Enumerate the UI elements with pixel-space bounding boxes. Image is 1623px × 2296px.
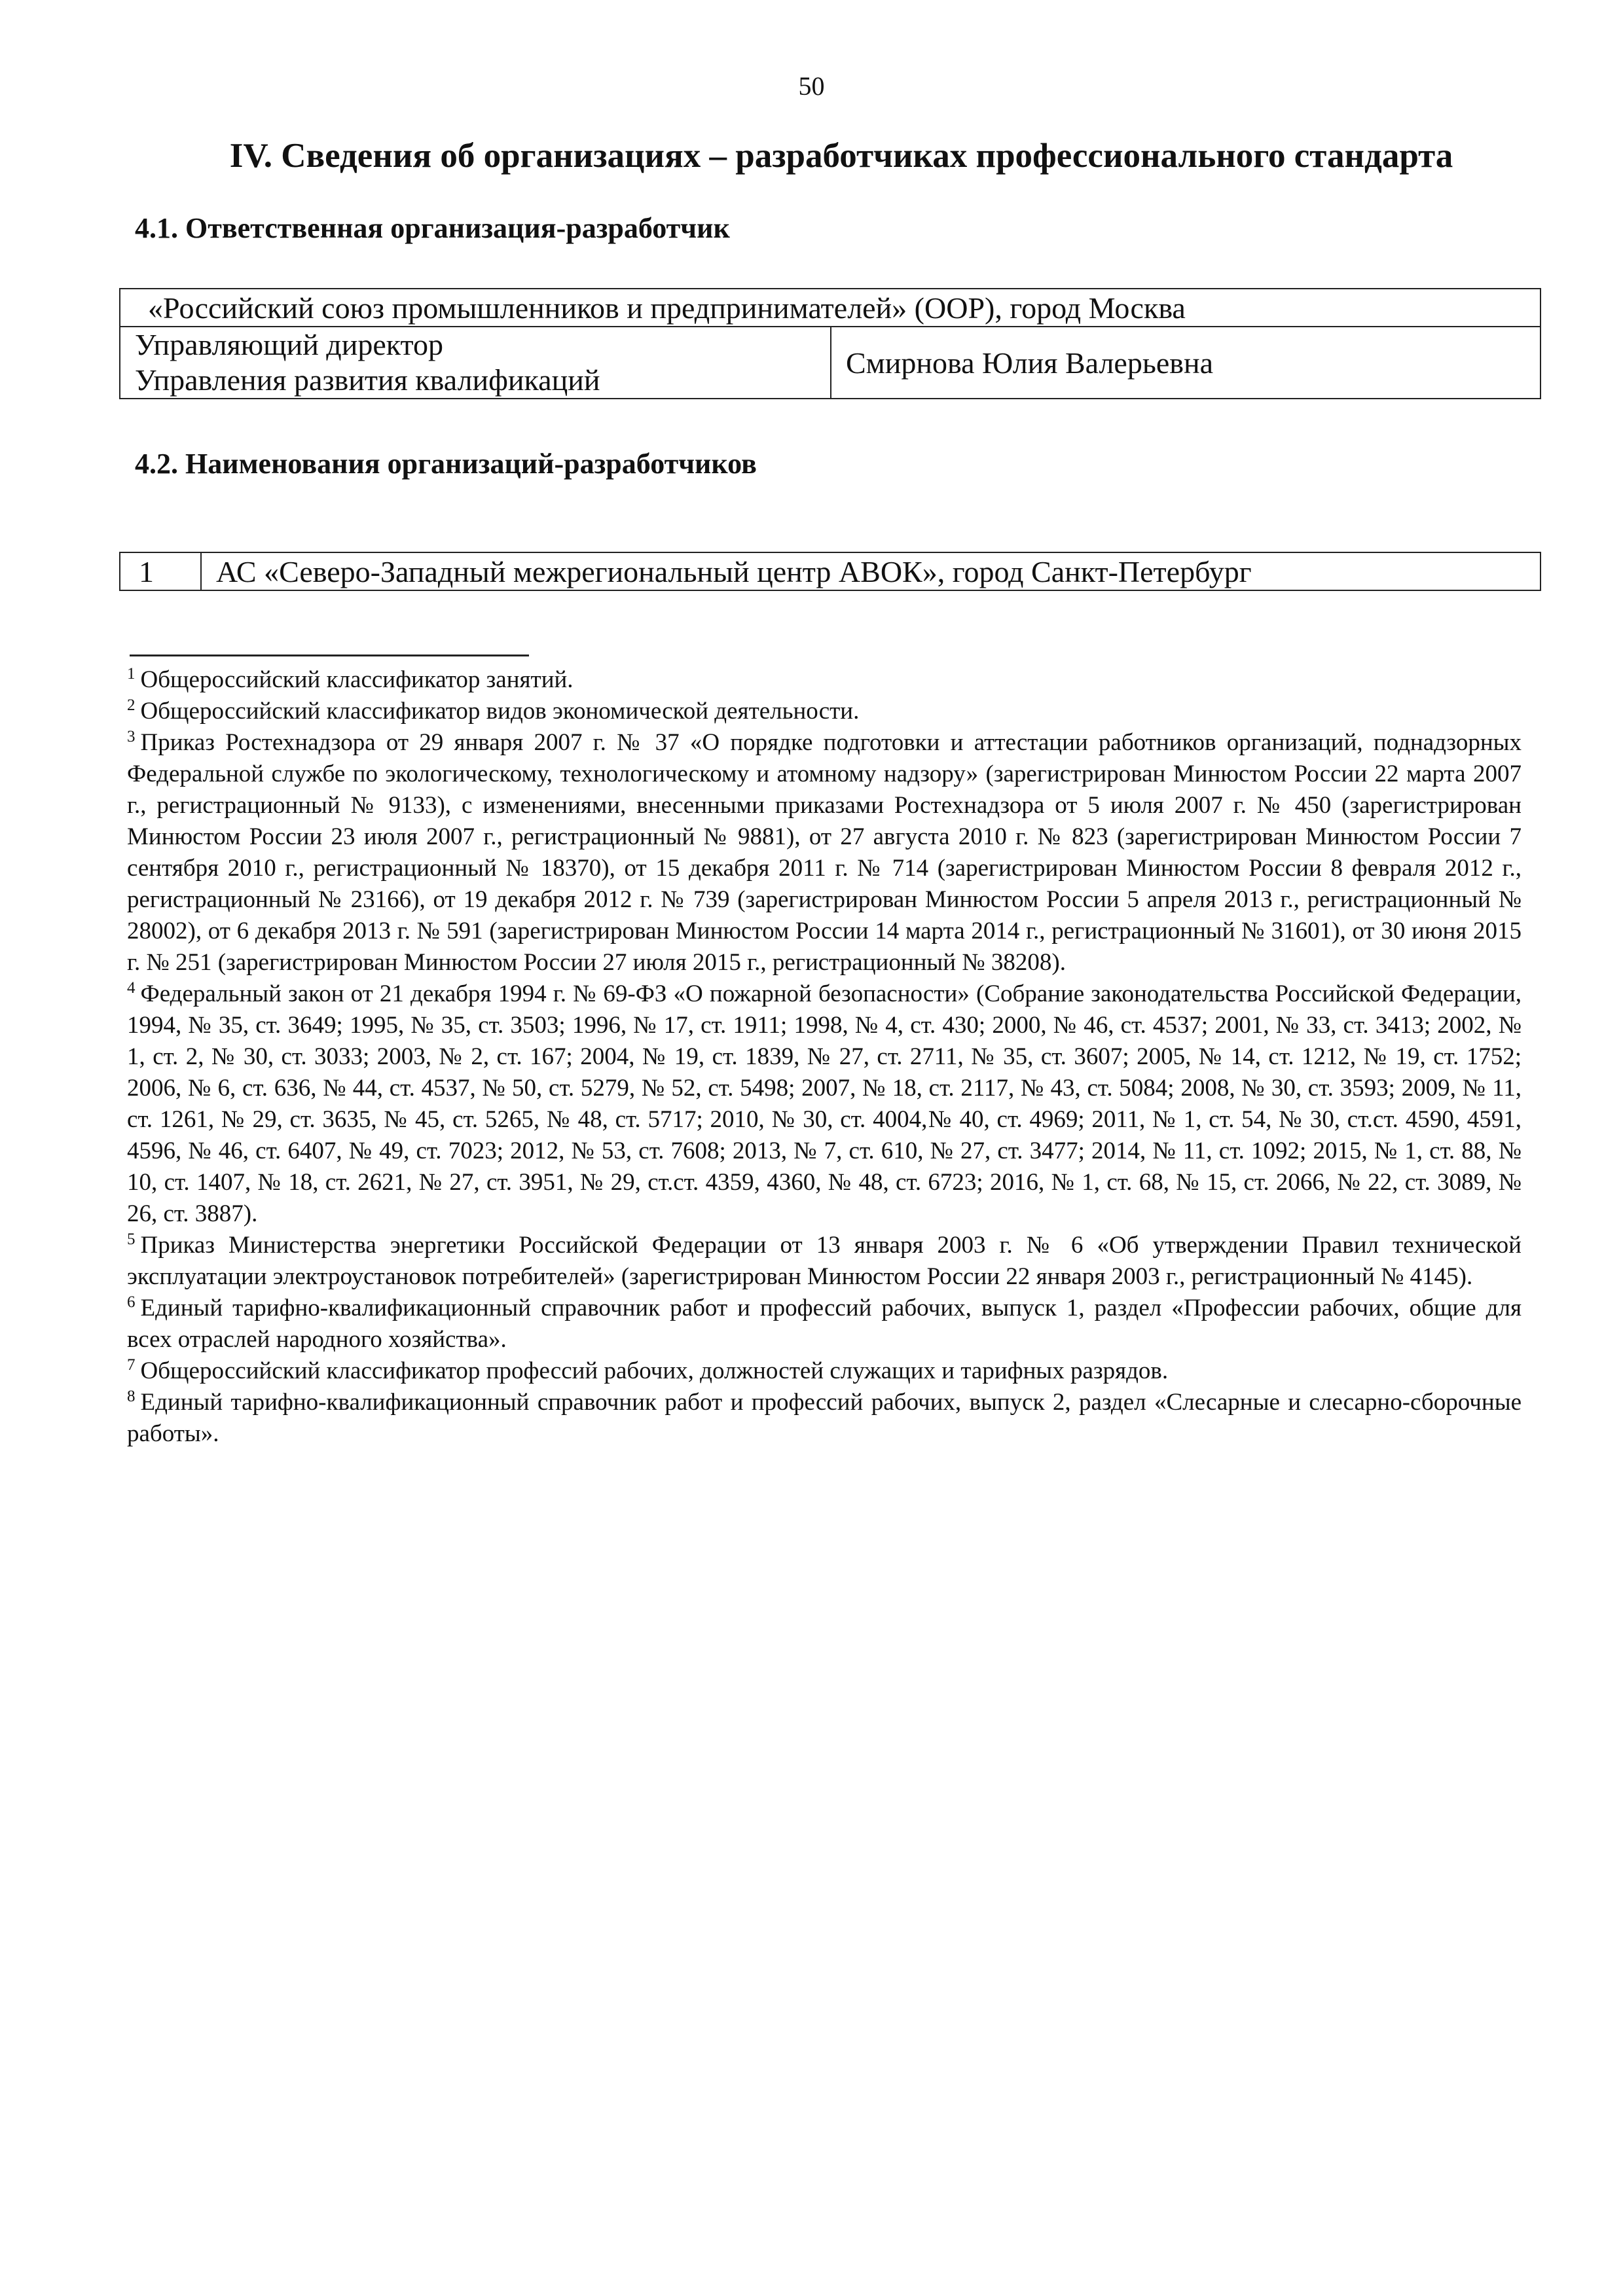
footnotes <box>127 664 1522 1450</box>
section-title: IV. Сведения об организациях – разработчиках профессионального стандарта <box>229 137 1453 175</box>
footnote-text: Приказ Ростехнадзора от 29 января 2007 г. № 37 «О порядке подготовки и аттестации работников организаций, поднадзорных Федеральной службе по экологическому, технологическому и атомному надзору» (зарегистрирован Минюстом России 22 марта 2007 г., регистрационный № 9133), с изменениями, внесенными приказами Ростехнадзора от 5 июля 2007 г. № 450 (зарегистрирован Минюстом России 23 июля 2007 г., регистрационный № 9881), от 27 августа 2010 г. № 823 (зарегистрирован Минюстом России 7 сентября 2010 г., регистрационный № 18370), от 15 декабря 2011 г. № 714 (зарегистрирован Минюстом России 8 февраля 2012 г., регистрационный № 23166), от 19 декабря 2012 г. № 739 (зарегистрирован Минюстом России 5 апреля 2013 г., регистрационный № 28002), от 6 декабря 2013 г. № 591 (зарегистрирован Минюстом России 14 марта 2014 г., регистрационный № 31601), от 30 июня 2015 г. № 251 (зарегистрирован Минюстом России 27 июля 2015 г., регистрационный № 38208). <box>127 729 1522 976</box>
footnote-mark: 6 <box>127 1293 136 1311</box>
footnote-7 <box>127 1355 1522 1387</box>
page-number: 50 <box>798 71 825 101</box>
footnote-text: Общероссийский классификатор занятий. <box>140 666 574 693</box>
responsible-org-table <box>119 288 1541 399</box>
footnote-text: Единый тарифно-квалификационный справочник работ и профессий рабочих, выпуск 1, раздел «Профессии рабочих, общие для всех отраслей народного хозяйства». <box>127 1295 1522 1353</box>
footnote-2 <box>127 696 1522 727</box>
footnote-3 <box>127 727 1522 978</box>
responsible-position-cell <box>120 327 831 399</box>
footnote-5 <box>127 1230 1522 1293</box>
footnote-6 <box>127 1293 1522 1355</box>
developer-row-name: АС «Северо-Западный межрегиональный центр АВОК», город Санкт-Петербург <box>201 552 1541 590</box>
responsible-org-name: «Российский союз промышленников и предпринимателей» (ООР), город Москва <box>120 289 1541 327</box>
table-row <box>120 552 1541 590</box>
footnote-mark: 4 <box>127 978 136 997</box>
footnote-4 <box>127 978 1522 1230</box>
footnote-mark: 5 <box>127 1230 136 1248</box>
footnote-mark: 7 <box>127 1355 136 1374</box>
footnote-text: Общероссийский классификатор профессий рабочих, должностей служащих и тарифных разрядов. <box>140 1357 1169 1384</box>
footnote-text: Общероссийский классификатор видов экономической деятельности. <box>140 698 860 725</box>
footnote-separator <box>130 655 529 656</box>
responsible-position-line1: Управляющий директор <box>135 328 443 361</box>
footnote-text: Единый тарифно-квалификационный справочник работ и профессий рабочих, выпуск 2, раздел «Слесарные и слесарно-сборочные работы». <box>127 1389 1522 1447</box>
footnote-text: Приказ Министерства энергетики Российской Федерации от 13 января 2003 г. № 6 «Об утверждении Правил технической эксплуатации электроустановок потребителей» (зарегистрирован Минюстом России 22 января 2003 г., регистрационный № 4145). <box>127 1232 1522 1290</box>
footnote-mark: 2 <box>127 696 136 714</box>
footnote-8 <box>127 1387 1522 1450</box>
footnote-1 <box>127 664 1522 696</box>
table-row <box>120 289 1541 327</box>
responsible-person-name: Смирнова Юлия Валерьевна <box>831 327 1541 399</box>
developer-row-number: 1 <box>120 552 201 590</box>
footnote-mark: 8 <box>127 1387 136 1405</box>
footnote-mark: 3 <box>127 727 136 745</box>
footnote-text: Федеральный закон от 21 декабря 1994 г. № 69-ФЗ «О пожарной безопасности» (Собрание законодательства Российской Федерации, 1994, № 35, ст. 3649; 1995, № 35, ст. 3503; 1996, № 17, ст. 1911; 1998, № 4, ст. 430; 2000, № 46, ст. 4537; 2001, № 33, ст. 3413; 2002, № 1, ст. 2, № 30, ст. 3033; 2003, № 2, ст. 167; 2004, № 19, ст. 1839, № 27, ст. 2711, № 35, ст. 3607; 2005, № 14, ст. 1212, № 19, ст. 1752; 2006, № 6, ст. 636, № 44, ст. 4537, № 50, ст. 5279, № 52, ст. 5498; 2007, № 18, ст. 2117, № 43, ст. 5084; 2008, № 30, ст. 3593; 2009, № 11, ст. 1261, № 29, ст. 3635, № 45, ст. 5265, № 48, ст. 5717; 2010, № 30, ст. 4004,№ 40, ст. 4969; 2011, № 1, ст. 54, № 30, ст.ст. 4590, 4591, 4596, № 46, ст. 6407, № 49, ст. 7023; 2012, № 53, ст. 7608; 2013, № 7, ст. 610, № 27, ст. 3477; 2014, № 11, ст. 1092; 2015, № 1, ст. 88, № 10, ст. 1407, № 18, ст. 2621, № 27, ст. 3951, № 29, ст.ст. 4359, 4360, № 48, ст. 6723; 2016, № 1, ст. 68, № 15, ст. 2066, № 22, ст. 3089, № 26, ст. 3887). <box>127 980 1522 1227</box>
responsible-position-line2: Управления развития квалификаций <box>135 363 600 397</box>
developer-orgs-table <box>119 552 1541 591</box>
footnote-mark: 1 <box>127 664 136 683</box>
responsible-org-heading: 4.1. Ответственная организация-разработчик <box>135 212 730 244</box>
developer-orgs-heading: 4.2. Наименования организаций-разработчиков <box>135 448 757 480</box>
table-row <box>120 327 1541 399</box>
